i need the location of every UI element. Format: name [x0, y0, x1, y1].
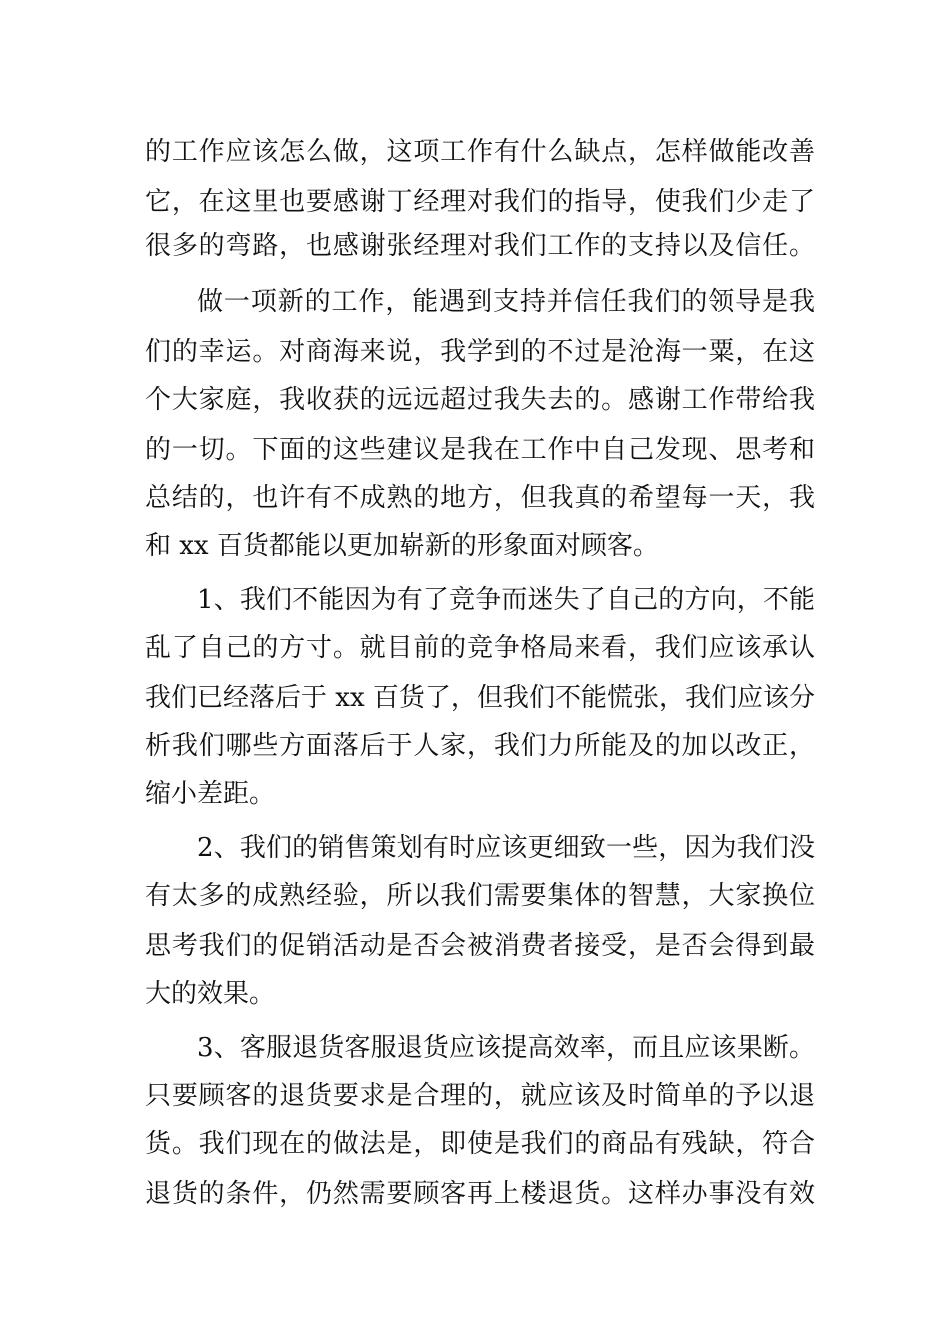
text-line: 它，在这里也要感谢丁经理对我们的指导，使我们少走了 [145, 187, 815, 217]
text-line: 个大家庭，我收获的远远超过我失去的。感谢工作带给我 [145, 385, 815, 415]
text-line: 思考我们的促销活动是否会被消费者接受，是否会得到最 [145, 931, 815, 961]
text-line: 货。我们现在的做法是，即使是我们的商品有残缺，符合 [145, 1129, 815, 1159]
list-item-2-first-line: 2、我们的销售策划有时应该更细致一些，因为我们没 [197, 833, 815, 863]
text-line: 的一切。下面的这些建议是我在工作中自己发现、思考和 [145, 435, 815, 465]
text-line: 的工作应该怎么做，这项工作有什么缺点，怎样做能改善 [145, 137, 815, 167]
text-line: 乱了自己的方寸。就目前的竞争格局来看，我们应该承认 [145, 633, 815, 663]
text-line: 析我们哪些方面落后于人家，我们力所能及的加以改正， [145, 731, 815, 761]
text-line: 总结的，也许有不成熟的地方，但我真的希望每一天，我 [145, 483, 815, 513]
list-item-1-first-line: 1、我们不能因为有了竞争而迷失了自己的方向，不能 [197, 585, 815, 615]
text-line: 退货的条件，仍然需要顾客再上楼退货。这样办事没有效 [145, 1179, 815, 1209]
list-item-3-first-line: 3、客服退货客服退货应该提高效率，而且应该果断。 [197, 1033, 815, 1063]
text-line: 缩小差距。 [145, 779, 276, 809]
text-line: 大的效果。 [145, 979, 276, 1009]
text-line: 有太多的成熟经验，所以我们需要集体的智慧，大家换位 [145, 881, 815, 911]
text-line: 们的幸运。对商海来说，我学到的不过是沧海一粟，在这 [145, 337, 815, 367]
paragraph-first-line: 做一项新的工作，能遇到支持并信任我们的领导是我 [197, 287, 815, 317]
text-line: 和 xx 百货都能以更加崭新的形象面对顾客。 [145, 531, 659, 561]
text-line: 只要顾客的退货要求是合理的，就应该及时简单的予以退 [145, 1081, 815, 1111]
text-line: 很多的弯路，也感谢张经理对我们工作的支持以及信任。 [145, 231, 815, 261]
text-line: 我们已经落后于 xx 百货了，但我们不能慌张，我们应该分 [145, 683, 815, 713]
